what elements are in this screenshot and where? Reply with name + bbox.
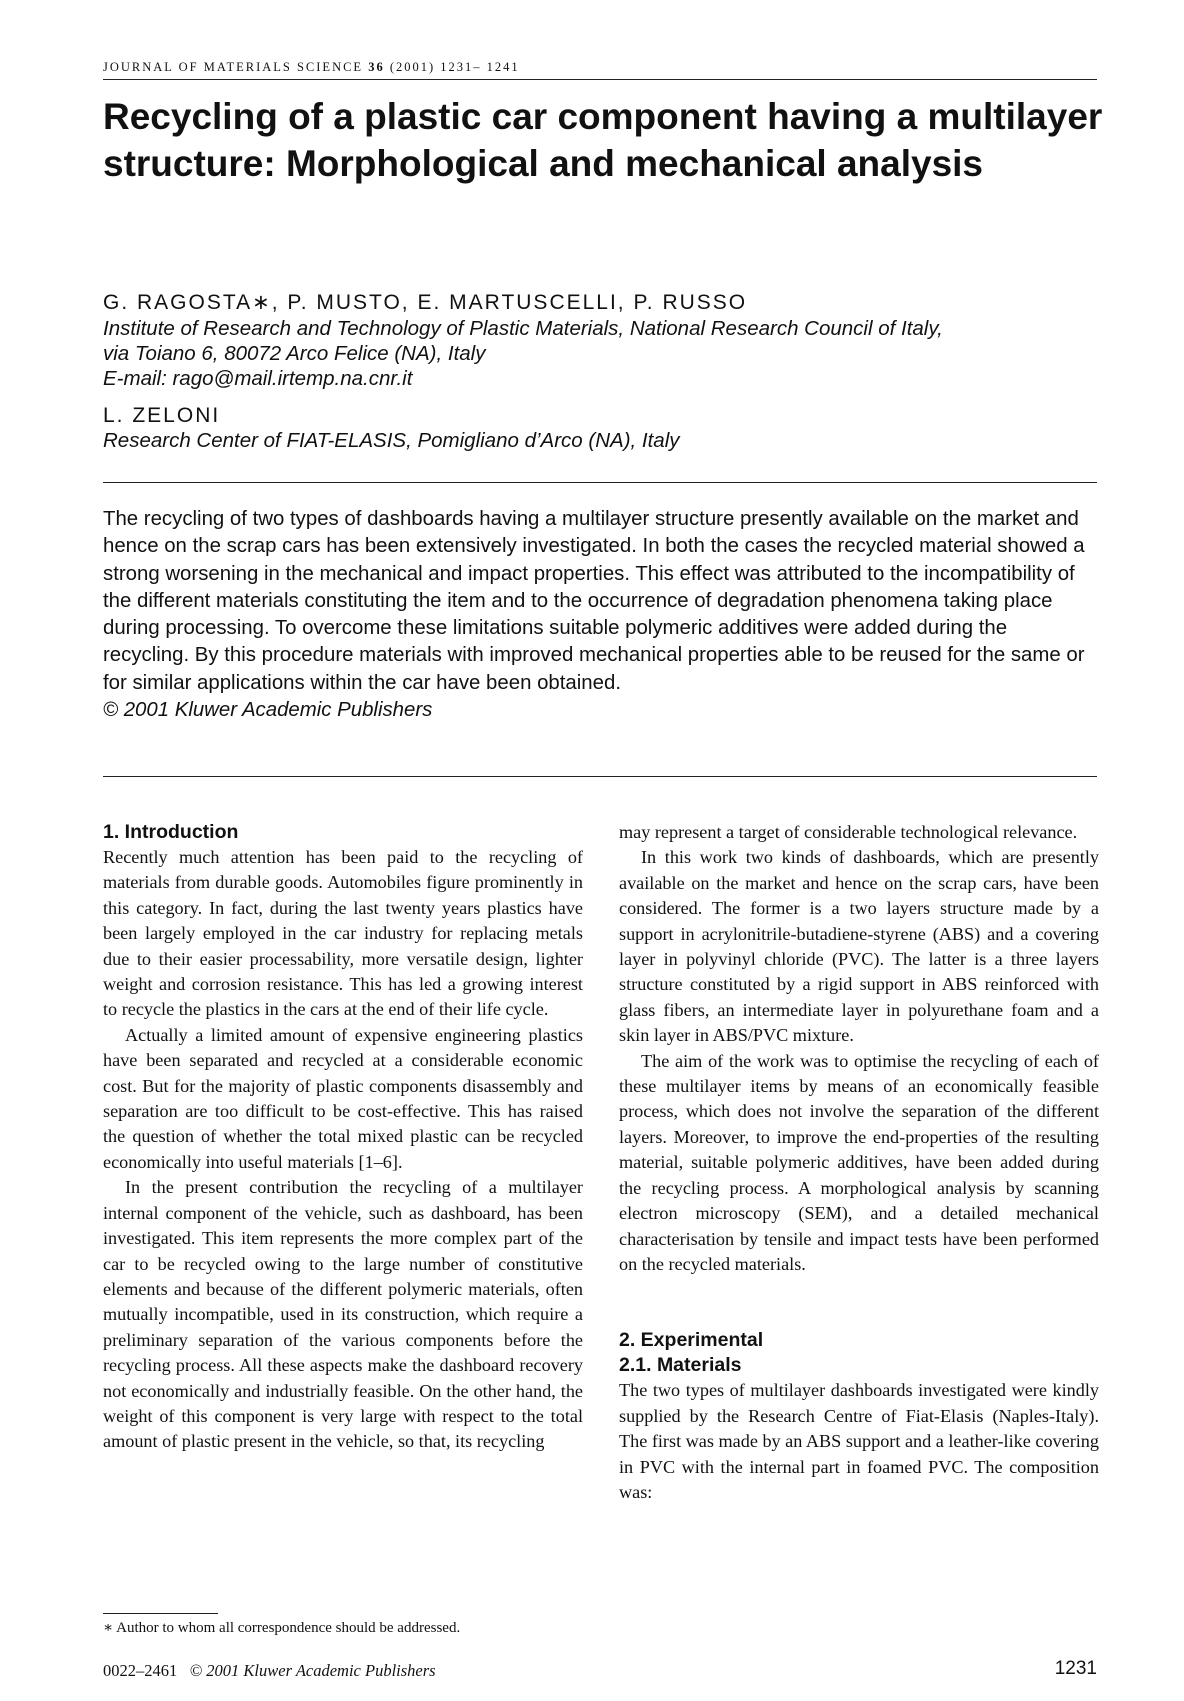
abstract-bottom-rule xyxy=(103,776,1097,777)
intro-paragraph-3: In the present contribution the recycling of a multilayer internal component of the vehicle, such as dashboard, has been investigated. This item represents the more complex part of the car to be recycled owing to the large number of constitutive elements and because of the different polymeric materials, often mutually incompatible, used in its construction, which require a preliminary separation of the various components before the recycling process. All these aspects make the dashboard recovery not economically and industrially feasible. On the other hand, the weight of this component is very large with respect to the total amount of plastic present in the vehicle, so that, its recycling xyxy=(103,1177,583,1452)
intro-paragraph-5: The aim of the work was to optimise the recycling of each of these multilayer items by means of an economically feasible process, which does not involve the separation of the different layers. Moreover, to improve the end-properties of the resulting material, suitable polymeric additives, have been added during the recycling process. A morphological analysis by scanning electron microscopy (SEM), and a detailed mechanical characterisation by tensile and impact tests have been performed on the recycled materials. xyxy=(619,1050,1099,1274)
section-1-heading: 1. Introduction xyxy=(103,821,239,843)
affiliation-1-line-1: Institute of Research and Technology of Plastic Materials, National Research Council of Italy, xyxy=(103,317,943,340)
section-2-heading: 2. Experimental xyxy=(619,1329,764,1352)
authors-group-1: G. RAGOSTA∗, P. MUSTO, E. MARTUSCELLI, P. RUSSO xyxy=(103,291,748,314)
abstract-text: The recycling of two types of dashboards having a multilayer structure presently available on the market and hence on the scrap cars has been extensively investigated. In both the cases the recycled material showed a strong worsening in the mechanical and impact properties. This effect was attributed to the incompatibility of the different materials constituting the item and to the occurrence of degradation phenomena taking place during processing. To overcome these limitations suitable polymeric additives were added during the recycling. By this procedure materials with improved mechanical properties able to be reused for the same or for similar applications within the car have been obtained. xyxy=(103,508,1085,694)
journal-header xyxy=(103,60,1097,80)
right-column xyxy=(619,820,1099,1505)
footnote: ∗ Author to whom all correspondence should be addressed. xyxy=(103,1620,461,1636)
journal-volume: 36 xyxy=(368,60,385,74)
intro-paragraph-1: Recently much attention has been paid to the recycling of materials from durable goods. Automobiles figure prominently in this category. In fact, during the last twenty years plastics have been largely employed in the car industry for replacing metals due to their easier processability, more versatile design, lighter weight and corrosion resistance. This has led a growing interest to recycle the plastics in the cars at the end of their life cycle. xyxy=(103,847,583,1020)
footer-issn: 0022–2461 xyxy=(103,1661,178,1680)
intro-paragraph-4: In this work two kinds of dashboards, which are presently available on the market and hence on the scrap cars, have been considered. The former is a two layers structure made by a support in acrylonitrile-butadiene-styrene (ABS) and a covering layer in polyvinyl chloride (PVC). The latter is a three layers structure constituted by a rigid support in ABS reinforced with glass fibers, an intermediate layer in polyurethane foam and a skin layer in ABS/PVC mixture. xyxy=(619,847,1099,1046)
abstract-copyright: © 2001 Kluwer Academic Publishers xyxy=(103,699,433,722)
abstract-top-rule xyxy=(103,482,1097,483)
affiliation-1-line-2: via Toiano 6, 80072 Arco Felice (NA), Italy xyxy=(103,342,486,365)
intro-paragraph-2: Actually a limited amount of expensive engineering plastics have been separated and recycled at a considerable economic cost. But for the majority of plastic components disassembly and separation are too difficult to be cost-effective. This has raised the question of whether the total mixed plastic can be recycled economically into useful materials [1–6]. xyxy=(103,1024,583,1172)
intro-paragraph-3-continued: may represent a target of considerable technological relevance. xyxy=(619,822,1078,842)
section-2-1-heading: 2.1. Materials xyxy=(619,1354,742,1377)
journal-name: JOURNAL OF MATERIALS SCIENCE xyxy=(103,60,364,74)
journal-year-pages: (2001) 1231– 1241 xyxy=(389,60,520,74)
affiliation-2: Research Center of FIAT-ELASIS, Pomigliano d’Arco (NA), Italy xyxy=(103,429,680,452)
paper-title: Recycling of a plastic car component having a multilayer structure: Morphological and mechanical analysis xyxy=(103,96,1103,184)
author-email: E-mail: rago@mail.irtemp.na.cnr.it xyxy=(103,367,413,390)
footnote-rule xyxy=(103,1613,218,1614)
left-column xyxy=(103,820,583,1455)
abstract xyxy=(103,506,1097,724)
authors-group-2: L. ZELONI xyxy=(103,404,221,427)
page-number: 1231 xyxy=(1054,1658,1097,1679)
affiliation-1 xyxy=(103,316,1103,391)
footer-left xyxy=(103,1661,436,1681)
section-spacer xyxy=(619,1277,1099,1328)
footer-copyright: © 2001 Kluwer Academic Publishers xyxy=(189,1661,436,1680)
materials-paragraph-1: The two types of multilayer dashboards investigated were kindly supplied by the Research Centre of Fiat-Elasis (Naples-Italy). The first was made by an ABS support and a leather-like covering in PVC with the internal part in foamed PVC. The composition was: xyxy=(619,1380,1099,1502)
